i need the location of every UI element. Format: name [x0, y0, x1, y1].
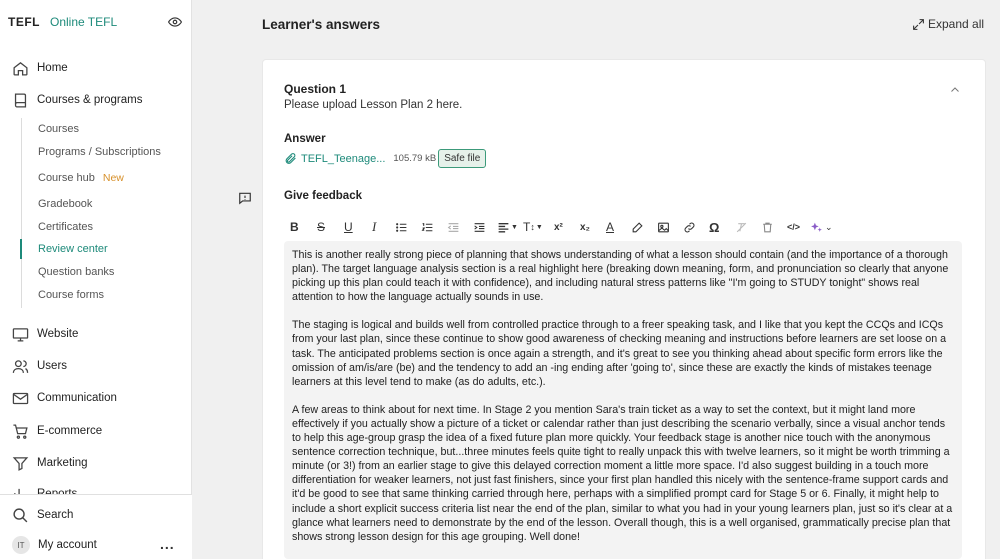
users-icon: [12, 358, 29, 375]
book-icon: [12, 92, 29, 109]
special-char-icon[interactable]: Ω: [709, 219, 720, 235]
text-size-icon[interactable]: T ↕ ▼: [523, 220, 543, 234]
question-text: Please upload Lesson Plan 2 here.: [284, 99, 463, 111]
question-title: Question 1: [284, 82, 347, 96]
outdent-icon[interactable]: [447, 218, 460, 236]
indent-icon[interactable]: [473, 218, 486, 236]
image-icon[interactable]: [657, 218, 670, 236]
more-options-icon[interactable]: ...: [160, 536, 175, 552]
link-icon[interactable]: [683, 218, 696, 236]
subnav-item-gradebook[interactable]: Gradebook: [38, 198, 93, 210]
answer-label: Answer: [284, 133, 326, 145]
bold-icon[interactable]: B: [290, 220, 299, 234]
funnel-icon: [12, 455, 29, 472]
expand-all-label: Expand all: [928, 17, 985, 31]
give-feedback-label: Give feedback: [284, 190, 362, 202]
search-icon: [12, 507, 29, 524]
strikethrough-icon[interactable]: S: [317, 220, 326, 234]
sidebar-item-website[interactable]: [12, 324, 78, 344]
subnav-divider: [21, 118, 22, 308]
underline-icon[interactable]: U: [344, 220, 353, 234]
sidebar-item-label: E-commerce: [37, 425, 103, 437]
superscript-icon[interactable]: x²: [554, 221, 563, 233]
sidebar-item-ecommerce[interactable]: [12, 421, 102, 441]
sidebar-item-home[interactable]: [12, 58, 68, 78]
sidebar-item-communication[interactable]: [12, 388, 117, 408]
bullet-list-icon[interactable]: [395, 218, 408, 236]
attachment-link[interactable]: TEFL_Teenage...: [301, 152, 386, 165]
home-icon: [12, 60, 29, 77]
sidebar-item-label: My account: [38, 539, 97, 551]
feedback-comment-icon: [238, 191, 252, 210]
brand-product: Online TEFL: [50, 15, 118, 29]
safe-file-badge: Safe file: [438, 149, 486, 168]
mail-icon: [12, 390, 29, 407]
monitor-icon: [12, 326, 29, 343]
subnav-item-label: Course hub: [38, 172, 95, 184]
brand-name: TEFL: [8, 15, 40, 29]
sidebar-item-label: Website: [37, 328, 79, 340]
page-title: Learner's answers: [262, 17, 381, 32]
subnav-item-course-hub[interactable]: [38, 170, 124, 186]
expand-all-button[interactable]: [912, 17, 984, 31]
subnav-item-course-forms[interactable]: Course forms: [38, 289, 105, 301]
feedback-paragraph: This is another really strong piece of planning that shows understanding of what a lesson should contain (and the importance of a thorough plan). The target language analysis section is a real highlight here (breaking down meaning, form, and pronunciation so clearly that anyone picking up this plan could teach it with confidence), and including natural stress patterns like "I'm going to STUDY tonight" shows real attention to how the language actually sounds in use.: [292, 249, 949, 304]
italic-icon[interactable]: I: [372, 219, 377, 234]
sidebar-item-label: Users: [37, 360, 68, 372]
expand-icon: [912, 18, 925, 31]
ai-assist-icon[interactable]: ⌄: [810, 218, 833, 236]
brand-logo[interactable]: [8, 15, 117, 29]
attachment: [284, 149, 486, 168]
sidebar-item-label: Marketing: [37, 457, 88, 469]
feedback-paragraph: A few areas to think about for next time. In Stage 2 you mention Sara's train ticket as a way to set the context, but it might land more effectively if you actually show a picture of a ticket or calendar rather than just describing the scenario verbally, since a visual anchor tends to help this age-group grasp the idea of a fixed future plan more quickly. Your feedback stage is another nice touch with the anonymous sentence correction technique, but...three minutes feels quite tight to really unpack this with twelve learners, so it might be worth trimming a minute (or 3!) from an earlier stage to give this delayed correction moment a little more space. I'd also suggest building in a touch more differentiation for weaker learners, not just fast finishers, since your first plan handled this nicely with the sentence-frame support cards and it'd be good to see that same thinking carried through here, perhaps with a simplified prompt card for Stage 5 or 6. Finally, it might help to include a short explicit success criteria list near the end of the plan, similar to what you had in your young learners plan, just so it's clear at a glance what learners need to demonstrate by the end of the lesson. Overall though, this is a well organised, grammatically precise plan that shows strong lesson design for this age grouping. Well done!: [292, 403, 953, 543]
subnav-item-certificates[interactable]: Certificates: [38, 221, 94, 233]
eye-icon[interactable]: [168, 15, 182, 34]
subnav-item-programs[interactable]: Programs / Subscriptions: [38, 146, 161, 158]
active-indicator: [20, 239, 22, 259]
subnav-item-review-center[interactable]: Review center: [38, 243, 108, 255]
sidebar-item-label: Courses & programs: [37, 94, 143, 106]
numbered-list-icon[interactable]: [421, 218, 434, 236]
chevron-up-icon[interactable]: [949, 83, 961, 101]
sidebar-item-marketing[interactable]: [12, 453, 88, 473]
text-color-icon[interactable]: A: [606, 220, 615, 234]
subnav-item-courses[interactable]: Courses: [38, 123, 79, 135]
delete-icon[interactable]: [761, 218, 774, 236]
sidebar-item-my-account[interactable]: [12, 535, 97, 555]
text-size-glyph: T: [523, 220, 531, 234]
sidebar: [0, 0, 192, 559]
avatar: IT: [12, 536, 30, 554]
subnav-item-question-banks[interactable]: Question banks: [38, 266, 115, 278]
clear-format-icon[interactable]: [735, 218, 748, 236]
subscript-icon[interactable]: x₂: [580, 221, 591, 233]
sidebar-item-search[interactable]: [12, 505, 73, 525]
code-icon[interactable]: </>: [787, 222, 801, 232]
sidebar-item-label: Search: [37, 509, 74, 521]
sidebar-item-courses-programs[interactable]: [12, 90, 142, 110]
feedback-paragraph: The staging is logical and builds well from controlled practice through to a freer speaking task, and I like that you kept the CCQs and ICQs from your last plan, since these continue to show good awareness of checking meaning and instructions before learners are set loose on a task. The anticipated problems section is once again a strength, and it's great to see you thinking ahead about specific form errors like the omission of am/is/are (be) and the tendency to add an -ing ending after 'going to', since these are exactly the kinds of mistakes teenage learners at this level tend to make (as do adults, etc.).: [292, 319, 947, 388]
sidebar-item-users[interactable]: [12, 356, 67, 376]
new-badge: New: [102, 172, 124, 184]
file-size: 105.79 kB: [393, 153, 437, 164]
align-icon[interactable]: ▼: [497, 218, 518, 236]
paperclip-icon: [284, 152, 297, 165]
sidebar-item-label: Communication: [37, 392, 117, 404]
feedback-editor[interactable]: [284, 241, 962, 559]
highlight-icon[interactable]: [631, 218, 644, 236]
cart-icon: [12, 423, 29, 440]
sidebar-item-label: Home: [37, 62, 68, 74]
